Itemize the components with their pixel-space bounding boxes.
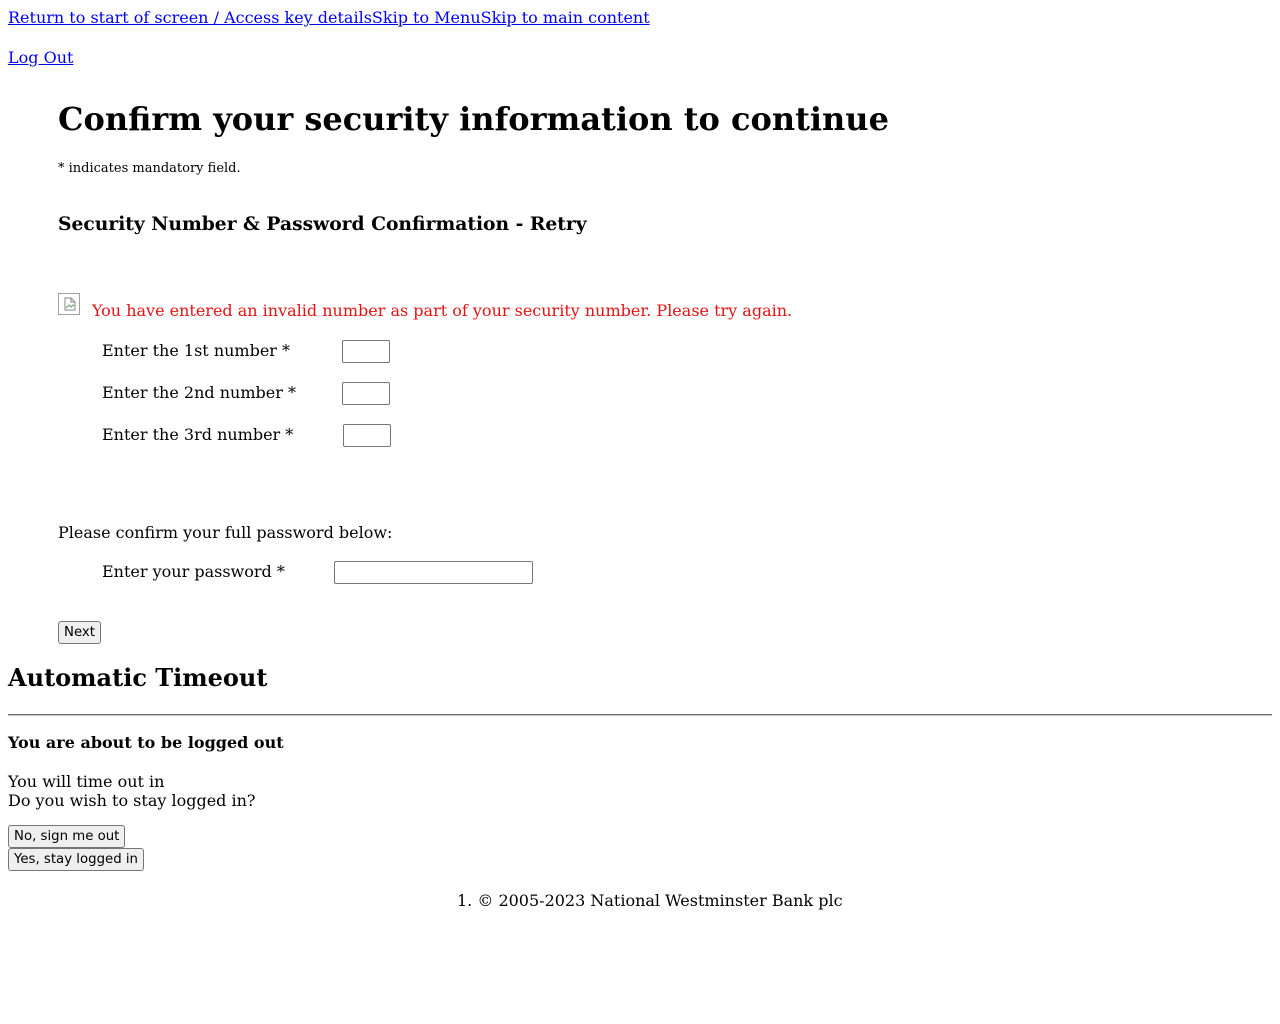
third-number-input[interactable] bbox=[343, 424, 391, 447]
error-message: You have entered an invalid number as part of your security number. Please try again. bbox=[92, 301, 793, 320]
logout-container bbox=[8, 48, 73, 67]
timeout-subtitle: You are about to be logged out bbox=[8, 733, 284, 752]
skip-to-menu-link[interactable]: Skip to Menu bbox=[371, 8, 481, 27]
second-number-input[interactable] bbox=[342, 382, 390, 405]
second-number-label: Enter the 2nd number * bbox=[102, 383, 296, 402]
stay-logged-in-question: Do you wish to stay logged in? bbox=[8, 791, 256, 810]
sign-out-button[interactable]: No, sign me out bbox=[8, 825, 125, 848]
timeout-countdown-text: You will time out in bbox=[8, 772, 165, 791]
timeout-title: Automatic Timeout bbox=[8, 663, 268, 692]
logout-link[interactable]: Log Out bbox=[8, 48, 74, 67]
stay-logged-in-button[interactable]: Yes, stay logged in bbox=[8, 848, 144, 871]
third-number-label: Enter the 3rd number * bbox=[102, 425, 294, 444]
first-number-label: Enter the 1st number * bbox=[102, 341, 291, 360]
password-label: Enter your password * bbox=[102, 562, 285, 581]
skip-to-main-content-link[interactable]: Skip to main content bbox=[480, 8, 650, 27]
section-title: Security Number & Password Confirmation - Retry bbox=[58, 213, 587, 235]
password-input[interactable] bbox=[334, 561, 533, 584]
return-to-start-link[interactable]: Return to start of screen / Access key details bbox=[8, 8, 372, 27]
broken-image-icon bbox=[58, 293, 80, 315]
page-title: Confirm your security information to continue bbox=[58, 100, 889, 138]
password-prompt: Please confirm your full password below: bbox=[58, 523, 393, 542]
mandatory-note: * indicates mandatory field. bbox=[58, 161, 241, 176]
divider bbox=[8, 714, 1272, 716]
first-number-input[interactable] bbox=[342, 340, 390, 363]
next-button[interactable]: Next bbox=[58, 621, 101, 644]
skip-links bbox=[8, 8, 650, 27]
error-message-row bbox=[58, 293, 792, 320]
footer-copyright: 1. © 2005-2023 National Westminster Bank plc bbox=[457, 891, 843, 910]
